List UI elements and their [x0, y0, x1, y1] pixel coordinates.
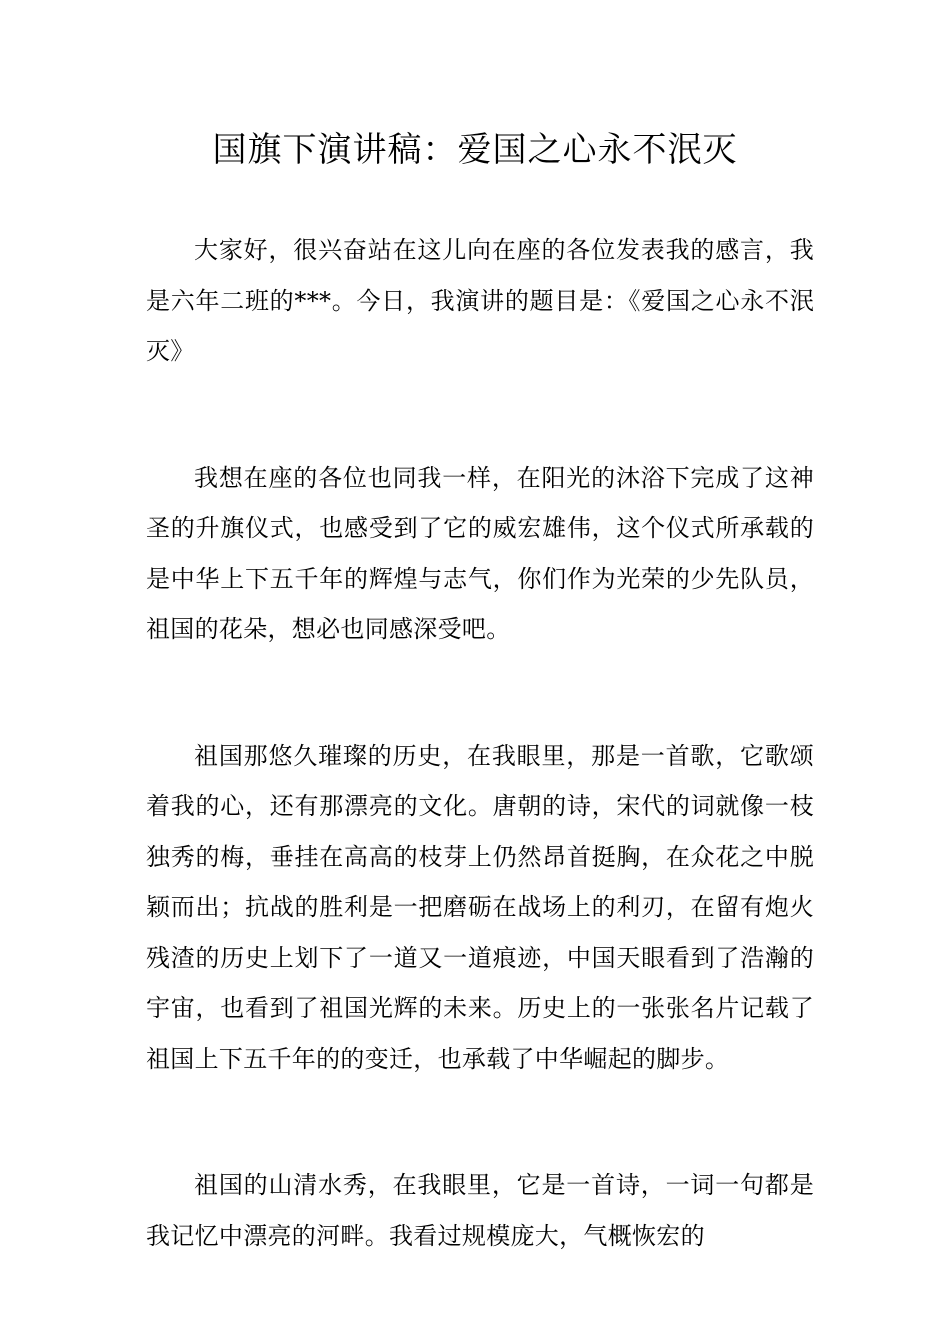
paragraph-landscape: 祖国的山清水秀，在我眼里，它是一首诗，一词一句都是我记忆中漂亮的河畔。我看过规模庞大，气概恢宏的 — [146, 1171, 814, 1250]
paragraph-greeting: 大家好，很兴奋站在这儿向在座的各位发表我的感言，我是六年二班的***。今日，我演讲的题目是：《爱国之心永不泯灭》 — [146, 236, 814, 365]
document-title: 国旗下演讲稿：爱国之心永不泯灭 — [212, 130, 738, 170]
document-body — [146, 225, 814, 1337]
paragraph-flag-ceremony: 我想在座的各位也同我一样，在阳光的沐浴下完成了这神圣的升旗仪式，也感受到了它的威宏雄伟，这个仪式所承载的是中华上下五千年的辉煌与志气，你们作为光荣的少先队员，祖国的花朵，想必也同感深受吧。 — [146, 463, 814, 643]
paragraph-history: 祖国那悠久璀璨的历史，在我眼里，那是一首歌，它歌颂着我的心，还有那漂亮的文化。唐朝的诗，宋代的词就像一枝独秀的梅，垂挂在高高的枝芽上仍然昂首挺胸，在众花之中脱颖而出；抗战的胜利是一把磨砺在战场上的利刃，在留有炮火残渣的历史上划下了一道又一道痕迹，中国天眼看到了浩瀚的宇宙，也看到了祖国光辉的未来。历史上的一张张名片记载了祖国上下五千年的的变迁，也承载了中华崛起的脚步。 — [146, 741, 814, 1073]
